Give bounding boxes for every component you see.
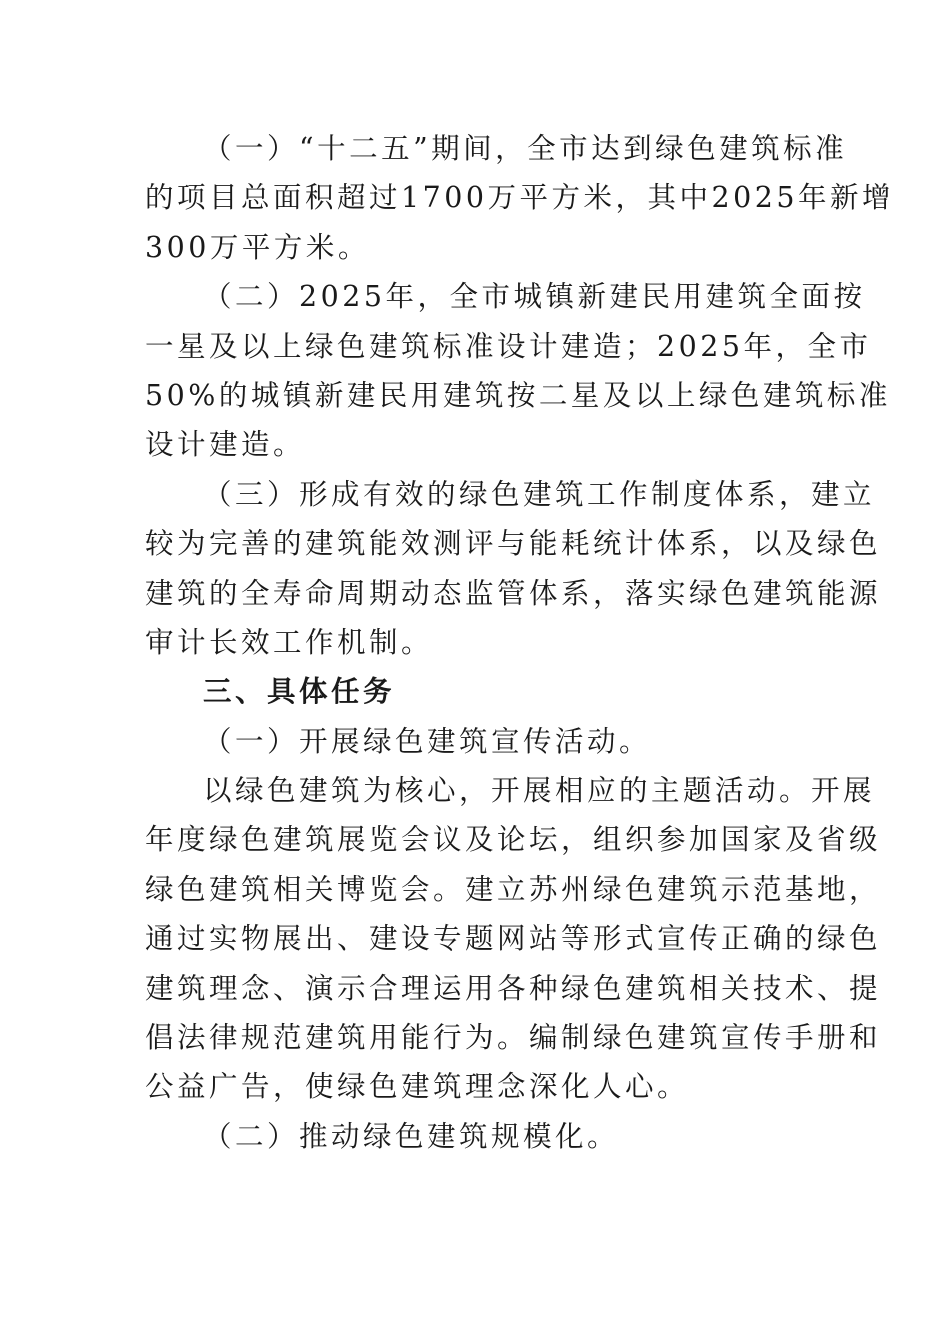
paragraph-line: 50%的城镇新建民用建筑按二星及以上绿色建筑标准 bbox=[145, 378, 891, 412]
paragraph-line: 建筑的全寿命周期动态监管体系，落实绿色建筑能源 bbox=[145, 576, 882, 610]
task-1-title: （一）开展绿色建筑宣传活动。 bbox=[203, 724, 652, 758]
paragraph-line: （二）2025年，全市城镇新建民用建筑全面按 bbox=[203, 280, 866, 314]
paragraph-line: 较为完善的建筑能效测评与能耗统计体系，以及绿色 bbox=[145, 527, 882, 561]
paragraph-task-1-body bbox=[145, 766, 882, 1112]
paragraph-line: 绿色建筑相关博览会。建立苏州绿色建筑示范基地， bbox=[145, 872, 882, 906]
paragraph-line: 审计长效工作机制。 bbox=[145, 625, 434, 659]
paragraph-goal-1 bbox=[145, 124, 895, 272]
paragraph-line: 通过实物展出、建设专题网站等形式宣传正确的绿色 bbox=[145, 922, 882, 956]
section-heading: 三、具体任务 bbox=[203, 675, 396, 709]
paragraph-goal-3 bbox=[145, 470, 882, 668]
paragraph-line: 公益广告，使绿色建筑理念深化人心。 bbox=[145, 1070, 690, 1104]
paragraph-line: 建筑理念、演示合理运用各种绿色建筑相关技术、提 bbox=[145, 971, 882, 1005]
paragraph-line: 300万平方米。 bbox=[145, 230, 370, 264]
task-2-title: （二）推动绿色建筑规模化。 bbox=[203, 1119, 620, 1153]
paragraph-goal-2 bbox=[145, 272, 891, 470]
paragraph-line: （一）“十二五”期间，全市达到绿色建筑标准 bbox=[203, 132, 848, 165]
document-body bbox=[145, 124, 895, 1161]
paragraph-line: 倡法律规范建筑用能行为。编制绿色建筑宣传手册和 bbox=[145, 1021, 882, 1055]
paragraph-line: 设计建造。 bbox=[145, 428, 306, 462]
paragraph-line: 以绿色建筑为核心，开展相应的主题活动。开展 bbox=[203, 774, 876, 808]
paragraph-line: （三）形成有效的绿色建筑工作制度体系，建立 bbox=[203, 477, 876, 511]
paragraph-line: 年度绿色建筑展览会议及论坛，组织参加国家及省级 bbox=[145, 823, 882, 857]
paragraph-line: 一星及以上绿色建筑标准设计建造；2025年，全市 bbox=[145, 329, 872, 363]
paragraph-line: 的项目总面积超过1700万平方米，其中2025年新增 bbox=[145, 181, 895, 215]
